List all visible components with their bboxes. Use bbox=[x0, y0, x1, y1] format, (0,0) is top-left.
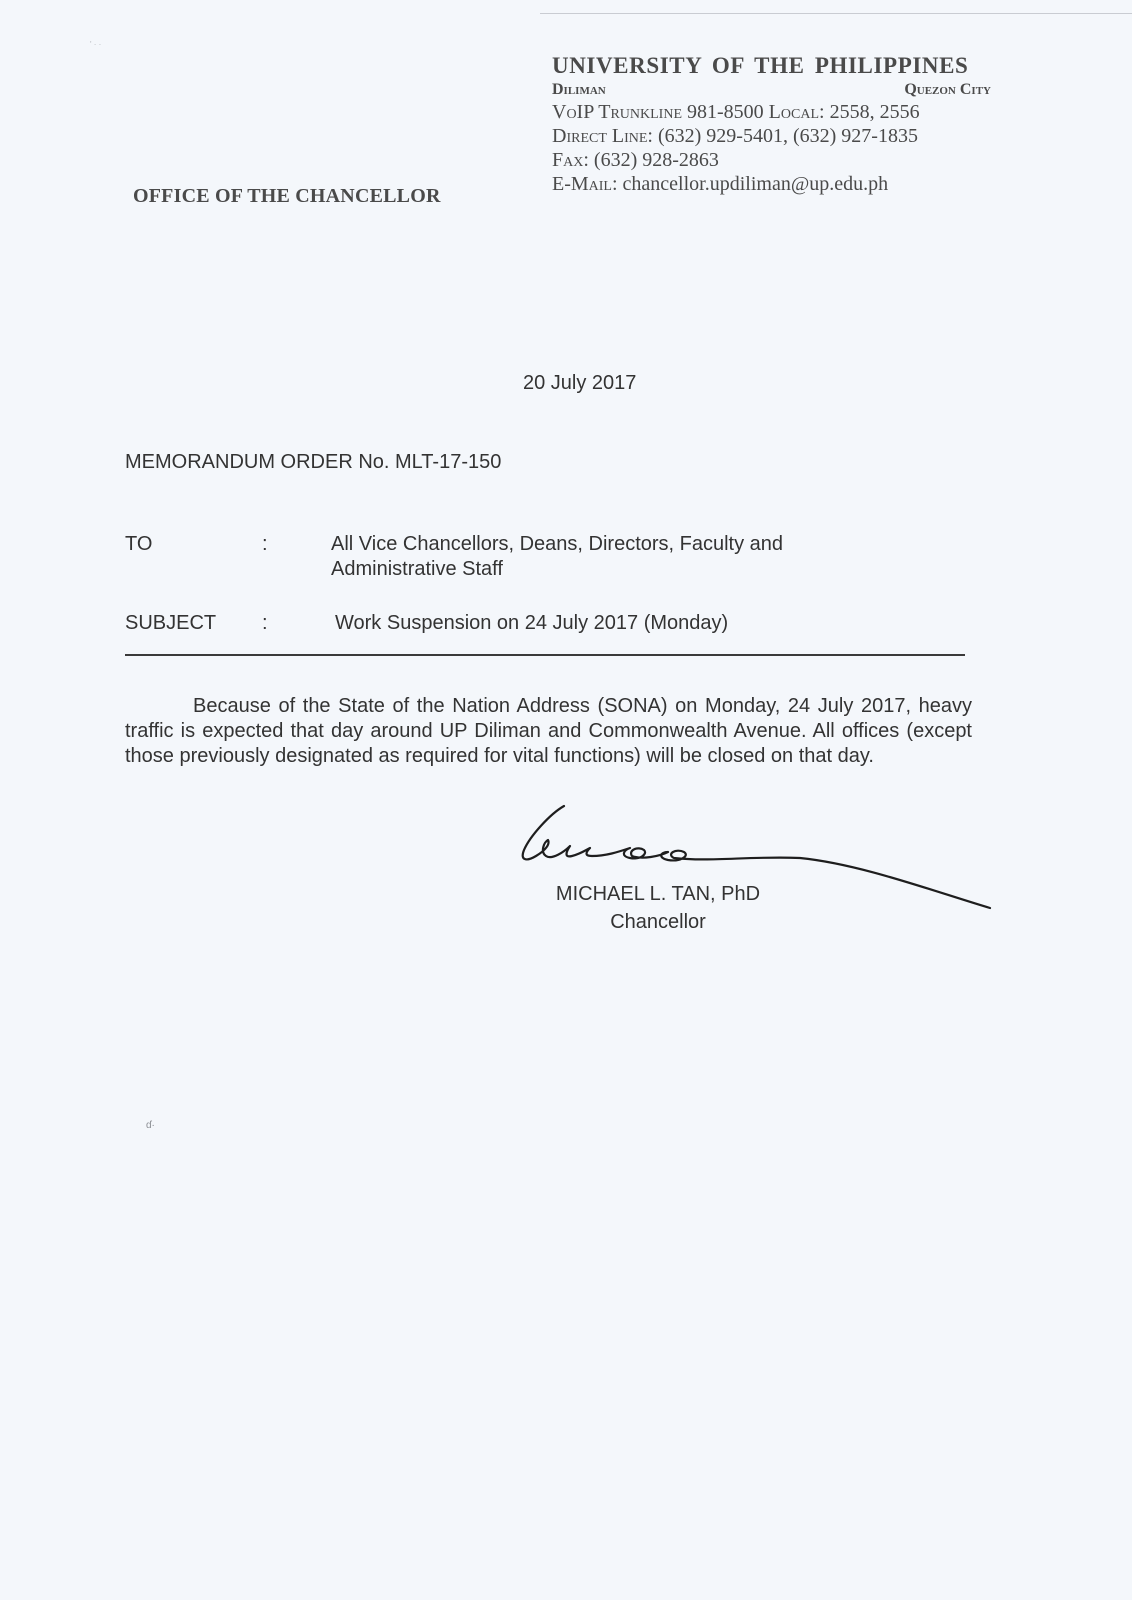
signatory-title: Chancellor bbox=[610, 911, 706, 933]
fax-line bbox=[552, 148, 995, 172]
voip-line bbox=[552, 100, 995, 124]
email-address: chancellor.updiliman@up.edu.ph bbox=[622, 173, 889, 195]
office-name: OFFICE OF THE CHANCELLOR bbox=[133, 185, 441, 207]
to-line-1: All Vice Chancellors, Deans, Directors, Faculty and bbox=[331, 533, 784, 555]
subject-colon: : bbox=[262, 612, 268, 634]
institution-name: UNIVERSITY OF THE PHILIPPINES bbox=[552, 53, 969, 78]
memo-number: MEMORANDUM ORDER No. MLT-17-150 bbox=[125, 451, 502, 473]
local-label: Local: bbox=[768, 101, 825, 123]
direct-label: Direct Line: bbox=[552, 125, 653, 147]
voip-label: VoIP Trunkline bbox=[552, 101, 682, 123]
local-numbers: 2558, 2556 bbox=[829, 101, 920, 123]
subject-text: Work Suspension on 24 July 2017 (Monday) bbox=[335, 612, 729, 634]
scan-top-edge-line bbox=[540, 13, 1132, 14]
to-label: TO bbox=[125, 533, 153, 555]
memo-body: Because of the State of the Nation Address (SONA) on Monday, 24 July 2017, heavy traffic is expected that day around UP Diliman and Commonwealth Avenue. All offices (except those previously designated as required for vital functions) will be closed on that day. bbox=[125, 695, 972, 767]
city-name: Quezon City bbox=[904, 81, 991, 98]
subject-divider bbox=[125, 654, 965, 656]
signatory-name: MICHAEL L. TAN, PhD bbox=[555, 883, 761, 905]
to-recipients bbox=[331, 532, 783, 582]
to-line-2: Administrative Staff bbox=[331, 558, 503, 580]
letterhead bbox=[552, 52, 995, 196]
to-colon: : bbox=[262, 533, 268, 555]
email-label: E-Mail: bbox=[552, 173, 618, 195]
direct-numbers: (632) 929-5401, (632) 927-1835 bbox=[657, 125, 918, 147]
fax-label: Fax: bbox=[552, 149, 589, 171]
campus-name: Diliman bbox=[552, 81, 606, 98]
email-line bbox=[552, 172, 995, 196]
memo-date: 20 July 2017 bbox=[523, 372, 637, 394]
voip-number: 981-8500 bbox=[687, 101, 764, 123]
campus-row bbox=[552, 80, 995, 100]
direct-line bbox=[552, 124, 995, 148]
fax-number: (632) 928-2863 bbox=[593, 149, 719, 171]
signatory-block bbox=[538, 880, 778, 936]
scan-artifact: ɗ· bbox=[146, 1120, 155, 1131]
subject-label: SUBJECT bbox=[125, 612, 217, 634]
scan-artifact: ' · · bbox=[90, 40, 102, 49]
